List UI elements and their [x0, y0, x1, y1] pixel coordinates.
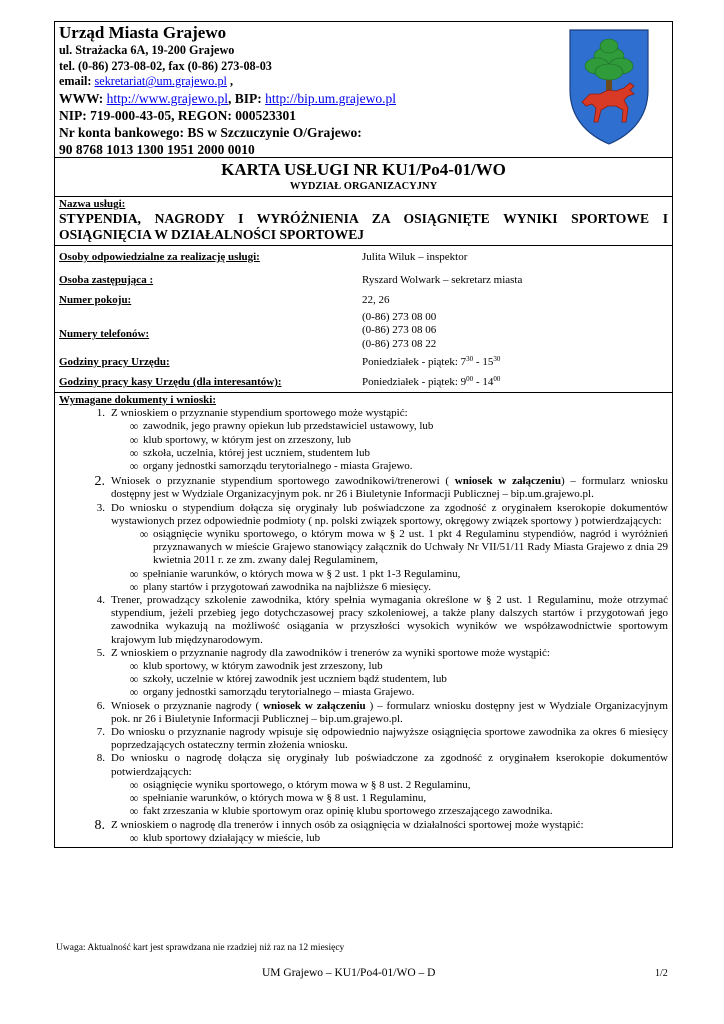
- bullet-item: [125, 420, 668, 433]
- cash-from: Poniedziałek - piątek: 9: [362, 376, 467, 388]
- list-item: [59, 647, 668, 700]
- bullet-text: organy jednostki samorządu terytorialnego - miasta Grajewo.: [143, 460, 413, 473]
- bullet-text: spełnianie warunków, o których mowa w § 2 ust. 1 pkt 1-3 Regulaminu,: [143, 567, 461, 580]
- service-label: Nazwa usługi:: [59, 198, 126, 210]
- item-text: [111, 700, 668, 726]
- bullet-text: szkoły, uczelnie w której zawodnik jest uczniem bądź studentem, lub: [143, 673, 447, 686]
- footer-code: UM Grajewo – KU1/Po4-01/WO – D: [262, 967, 436, 979]
- bullet-item: [125, 779, 668, 792]
- item-text: [111, 502, 668, 594]
- item-text: [111, 819, 668, 845]
- hours-value: [362, 356, 668, 368]
- infinity-bullet-icon: ∞: [129, 432, 139, 447]
- info-row-phones: [59, 310, 668, 352]
- infinity-bullet-icon: ∞: [129, 445, 139, 460]
- cash-to-min: 00: [493, 375, 501, 383]
- infinity-bullet-icon: ∞: [129, 459, 139, 474]
- hours-to-min: 30: [493, 355, 501, 363]
- list-item: [59, 594, 668, 647]
- document-frame: [54, 21, 673, 848]
- info-row-room: [59, 290, 668, 310]
- bullet-text: zawodnik, jego prawny opiekun lub przedstawiciel ustawowy, lub: [143, 420, 434, 433]
- item-lead: Z wnioskiem o nagrodę dla trenerów i innych osób za osiągnięcia w działalności sportowej może wystąpić:: [111, 818, 584, 831]
- bullet-item: [125, 805, 668, 818]
- infinity-bullet-icon: ∞: [129, 791, 139, 806]
- infinity-bullet-icon: ∞: [139, 527, 149, 542]
- bip-link[interactable]: http://bip.um.grajewo.pl: [265, 90, 396, 106]
- bullet-item: [125, 686, 668, 699]
- card-title: KARTA USŁUGI NR KU1/Po4-01/WO: [221, 160, 506, 179]
- deputy-label: Osoba zastępująca :: [59, 273, 154, 286]
- bullet-text: klub sportowy, w którym jest on zrzeszony, lub: [143, 433, 351, 446]
- list-item: [59, 819, 668, 845]
- hours-from-min: 30: [466, 355, 474, 363]
- city-crest-icon: [568, 28, 650, 146]
- info-row-responsible: [59, 247, 668, 269]
- item-number: 3.: [96, 501, 105, 514]
- infinity-bullet-icon: ∞: [129, 685, 139, 700]
- bip-label: , BIP:: [228, 90, 262, 106]
- info-row-deputy: [59, 269, 668, 290]
- item-text-bold: wniosek w załączeniu: [454, 475, 561, 488]
- bullet-text: plany startów i przygotowań zawodnika na najbliższe 6 miesięcy.: [143, 580, 431, 593]
- item-text: [111, 475, 668, 501]
- item-number: 8.: [96, 752, 105, 765]
- hours-to: - 15: [473, 356, 494, 368]
- bullet-item: [125, 792, 668, 805]
- service-box: [54, 196, 673, 245]
- item-number: 5.: [96, 646, 105, 659]
- item-text: Do wniosku o przyznanie nagrody wpisuje się odpowiednio najwyższe osiągnięcia sportowe zawodnika za okres 6 miesięcy poprzedzających ostateczny termin złożenia wniosku.: [111, 726, 668, 752]
- documents-box: [54, 392, 673, 848]
- bullet-text: klub sportowy, w którym zawodnik jest zrzeszony, lub: [143, 660, 383, 673]
- item-text-part: ) – formularz wniosku dostępny jest w Wydziale Organizacyjnym pok. nr 26 i Biuletynie Informacji Publicznej – bip.um.grajewo.pl.: [111, 475, 668, 501]
- bullet-text: osiągnięcie wyniku sportowego, o którym mowa w § 8 ust. 2 Regulaminu,: [143, 778, 471, 791]
- infinity-bullet-icon: ∞: [129, 579, 139, 594]
- service-name: STYPENDIA, NAGRODY I WYRÓŻNIENIA ZA OSIĄGNIĘTE WYNIKI SPORTOWE I OSIĄGNIĘCIA W DZIAŁALNOŚCI SPORTOWEJ: [59, 211, 668, 242]
- item-text: [111, 647, 668, 700]
- item-lead: Do wniosku o stypendium dołącza się oryginały lub poświadczone za zgodność z oryginałem kserokopie dokumentów wystawionych przez odpowiednie podmioty ( np. polski związek sportowy, okręgowy związek sportowy ) potwierdzających:: [111, 501, 668, 527]
- list-item: [59, 475, 668, 501]
- phone-number: (0-86) 273 08 22: [362, 337, 437, 350]
- item-text: [111, 407, 668, 475]
- item-text-bold: wniosek w załączeniu: [263, 699, 366, 712]
- item-text: Trener, prowadzący szkolenie zawodnika, który spełnia wymagania określone w § 2 ust. 1 Regulaminu, może otrzymać stypendium, jeżeli przebieg jego dotychczasowej pracy szkoleniowej, a także plany dalszych startów i przygotowań jego zawodnika wykazują na możliwość osiągania w przyszłości wysokich wyników we współzawodnictwie sportowym krajowym lub międzynarodowym.: [111, 594, 668, 646]
- bullet-item: [125, 434, 668, 447]
- item-number: 8.: [94, 817, 105, 833]
- item-lead: Do wniosku o nagrodę dołącza się oryginały lub poświadczone za zgodność z oryginałem kserokopie dokumentów potwierdzających:: [111, 752, 668, 778]
- bullet-text: osiągnięcie wyniku sportowego, o którym mowa w § 2 ust. 1 pkt 4 Regulaminu stypendiów, nagród i wyróżnień przyznawanych w mieście Grajewo stanowiący załącznik do Uchwały Nr VII/51/11 Rady Miasta Grajewo z dnia 29 kwietnia 2011 r. ze zm. zwany dalej Regulaminem,: [153, 528, 668, 567]
- page-number: 1/2: [655, 968, 668, 979]
- cash-to: - 14: [473, 376, 494, 388]
- review-note: Uwaga: Aktualność kart jest sprawdzana nie rzadziej niż raz na 12 miesięcy: [56, 943, 345, 953]
- phones-values: [362, 311, 668, 352]
- infinity-bullet-icon: ∞: [129, 830, 139, 845]
- infinity-bullet-icon: ∞: [129, 804, 139, 819]
- office-address: ul. Strażacka 6A, 19-200 Grajewo: [59, 43, 235, 57]
- email-link[interactable]: sekretariat@um.grajewo.pl: [94, 74, 227, 89]
- bullet-text: szkoła, uczelnia, której jest uczniem, studentem lub: [143, 446, 370, 459]
- office-phone: tel. (0-86) 273-08-02, fax (0-86) 273-08-03: [59, 58, 272, 73]
- info-box: [54, 245, 673, 392]
- list-item: [59, 700, 668, 726]
- cash-value: [362, 376, 668, 388]
- list-item: [59, 407, 668, 475]
- hours-from: Poniedziałek - piątek: 7: [362, 356, 467, 368]
- item-number: 6.: [96, 699, 105, 712]
- responsible-value: Julita Wiluk – inspektor: [362, 251, 468, 263]
- phones-label: Numery telefonów:: [59, 328, 150, 340]
- item-text-part: Wniosek o przyznanie stypendium sportowego zawodnikowi/trenerowi (: [111, 475, 455, 488]
- room-label: Numer pokoju:: [59, 294, 132, 306]
- phone-number: (0-86) 273 08 06: [362, 324, 437, 337]
- bullet-text: klub sportowy działający w mieście, lub: [143, 831, 321, 844]
- office-name: Urząd Miasta Grajewo: [59, 23, 227, 42]
- email-label: email:: [59, 74, 92, 89]
- bullet-item: [125, 660, 668, 673]
- responsible-label: Osoby odpowiedzialne za realizację usługi:: [59, 251, 260, 263]
- info-row-hours: [59, 352, 668, 372]
- list-item: [59, 502, 668, 594]
- info-row-cash: [59, 372, 668, 392]
- phone-number: (0-86) 273 08 00: [362, 310, 437, 323]
- item-text-part: Wniosek o przyznanie nagrody (: [111, 699, 264, 712]
- bullet-item: [135, 528, 668, 568]
- hours-label: Godziny pracy Urzędu:: [59, 356, 170, 368]
- card-title-box: [54, 157, 673, 196]
- item-text-part: ) – formularz wniosku dostępny jest w Wydziale Organizacyjnym pok. nr 26 i Biuletynie Informacji Publicznej – bip.um.grajewo.pl.: [111, 699, 668, 725]
- list-item: [59, 726, 668, 752]
- item-number: 7.: [96, 726, 105, 739]
- list-item: [59, 752, 668, 818]
- bullet-item: [125, 447, 668, 460]
- email-after: ,: [226, 74, 234, 89]
- deputy-value: Ryszard Wolwark – sekretarz miasta: [362, 273, 523, 286]
- bullet-text: spełnianie warunków, o których mowa w § 8 ust. 1 Regulaminu,: [143, 792, 427, 805]
- header-box: [54, 21, 673, 157]
- bullet-item: [125, 832, 668, 845]
- bank-account: 90 8768 1013 1300 1951 2000 0010: [59, 141, 255, 157]
- www-label: WWW:: [59, 90, 104, 106]
- item-number: 2.: [94, 474, 105, 490]
- infinity-bullet-icon: ∞: [129, 566, 139, 581]
- bullet-item: [125, 581, 668, 594]
- infinity-bullet-icon: ∞: [129, 777, 139, 792]
- room-value: 22, 26: [362, 294, 390, 306]
- bank-name: Nr konta bankowego: BS w Szczuczynie O/Grajewo:: [59, 124, 362, 140]
- cash-label: Godziny pracy kasy Urzędu (dla interesantów):: [59, 376, 282, 388]
- bullet-text: organy jednostki samorządu terytorialnego – miasta Grajewo.: [143, 686, 415, 699]
- www-link[interactable]: http://www.grajewo.pl: [106, 90, 228, 106]
- documents-heading: Wymagane dokumenty i wnioski:: [59, 394, 216, 406]
- bullet-item: [125, 460, 668, 473]
- infinity-bullet-icon: ∞: [129, 419, 139, 434]
- infinity-bullet-icon: ∞: [129, 659, 139, 674]
- item-lead: Z wnioskiem o przyznanie stypendium sportowego może wystąpić:: [111, 407, 408, 420]
- infinity-bullet-icon: ∞: [129, 672, 139, 687]
- nip-regon: NIP: 719-000-43-05, REGON: 000523301: [59, 107, 296, 123]
- bullet-item: [125, 568, 668, 581]
- item-number: 1.: [96, 407, 105, 420]
- cash-from-min: 00: [466, 375, 474, 383]
- bullet-text: fakt zrzeszania w klubie sportowym oraz opinię klubu sportowego zrzeszającego zawodnika.: [143, 805, 553, 818]
- item-number: 4.: [96, 594, 105, 607]
- item-text: [111, 752, 668, 818]
- bullet-item: [125, 673, 668, 686]
- department-name: WYDZIAŁ ORGANIZACYJNY: [289, 181, 438, 192]
- item-lead: Z wnioskiem o przyznanie nagrody dla zawodników i trenerów za wyniki sportowe może wystąpić:: [111, 646, 550, 659]
